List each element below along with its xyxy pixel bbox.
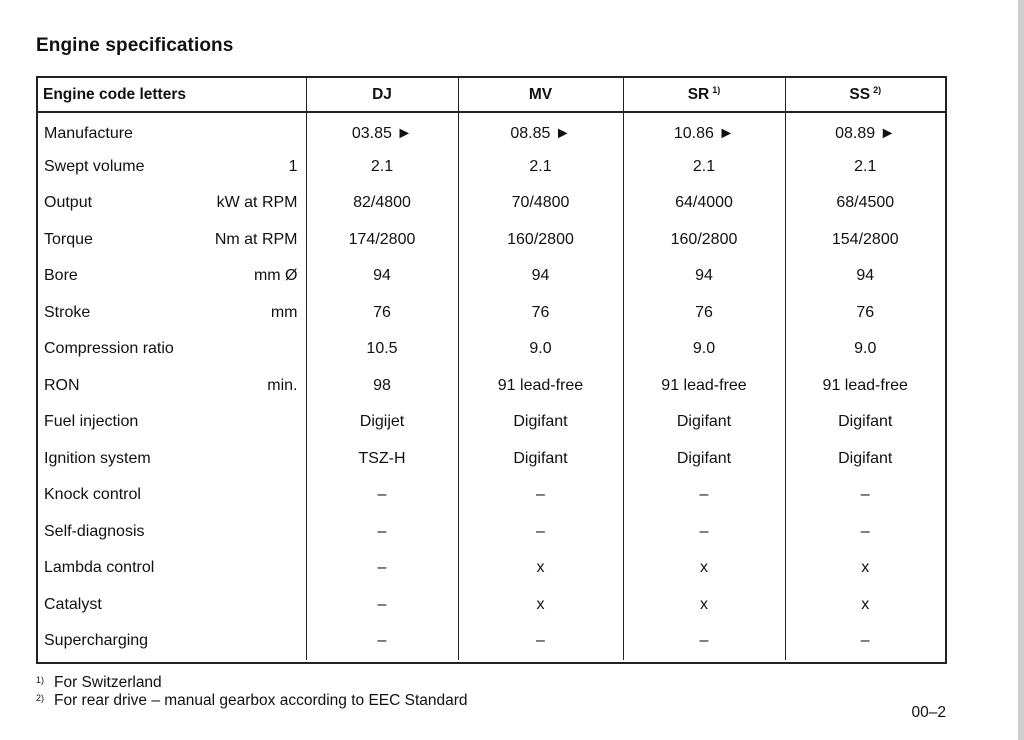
parameter-label: Catalyst	[44, 595, 102, 613]
table-cell: x	[623, 550, 785, 587]
table-cell: 70/4800	[458, 185, 623, 222]
table-cell: –	[623, 514, 785, 551]
table-row	[38, 112, 945, 149]
parameter-unit: min.	[267, 376, 298, 394]
table-cell: –	[785, 477, 945, 514]
table-cell: 08.89 ►	[785, 112, 945, 149]
spec-table-frame	[36, 76, 947, 664]
table-cell: –	[306, 514, 458, 551]
table-cell: 9.0	[623, 331, 785, 368]
table-cell: x	[458, 587, 623, 624]
header-row	[38, 78, 945, 112]
table-cell: x	[623, 587, 785, 624]
table-cell: 9.0	[458, 331, 623, 368]
table-row	[38, 331, 945, 368]
footnotes	[36, 674, 468, 710]
table-cell: 68/4500	[785, 185, 945, 222]
parameter-label: Fuel injection	[44, 413, 139, 431]
table-cell: 03.85 ►	[306, 112, 458, 149]
parameter-label: Manufacture	[44, 124, 133, 142]
table-row	[38, 587, 945, 624]
table-cell: 10.86 ►	[623, 112, 785, 149]
table-cell: 94	[623, 258, 785, 295]
row-parameter	[38, 587, 306, 624]
table-row	[38, 550, 945, 587]
table-row	[38, 222, 945, 259]
table-cell: TSZ-H	[306, 441, 458, 478]
table-cell: Digifant	[458, 441, 623, 478]
table-cell: 160/2800	[623, 222, 785, 259]
table-row	[38, 441, 945, 478]
parameter-label: Bore	[44, 267, 78, 285]
table-cell: 64/4000	[623, 185, 785, 222]
table-cell: –	[458, 623, 623, 660]
header-col-dj: DJ	[306, 78, 458, 112]
table-cell: 76	[458, 295, 623, 332]
row-parameter	[38, 185, 306, 222]
table-cell: 76	[623, 295, 785, 332]
table-row	[38, 149, 945, 186]
table-row	[38, 185, 945, 222]
table-row	[38, 514, 945, 551]
row-parameter	[38, 477, 306, 514]
footnote-1: 1) For Switzerland	[36, 674, 162, 691]
table-cell: –	[623, 477, 785, 514]
row-parameter	[38, 149, 306, 186]
table-cell: Digifant	[623, 404, 785, 441]
table-cell: 76	[306, 295, 458, 332]
table-cell: 174/2800	[306, 222, 458, 259]
table-cell: x	[785, 550, 945, 587]
table-cell: 91 lead-free	[458, 368, 623, 405]
header-col-mv: MV	[458, 78, 623, 112]
row-parameter	[38, 112, 306, 149]
table-row	[38, 477, 945, 514]
table-row	[38, 295, 945, 332]
table-cell: 94	[306, 258, 458, 295]
table-cell: 154/2800	[785, 222, 945, 259]
header-col-sr: SR $^{1)}$	[623, 78, 785, 112]
table-cell: –	[785, 514, 945, 551]
parameter-label: Lambda control	[44, 559, 155, 577]
table-cell: –	[306, 587, 458, 624]
footnote-ref: 1)	[712, 84, 721, 95]
table-cell: –	[458, 477, 623, 514]
table-cell: 76	[785, 295, 945, 332]
parameter-unit: Nm at RPM	[214, 230, 298, 248]
table-cell: –	[306, 477, 458, 514]
row-parameter	[38, 623, 306, 660]
table-row	[38, 258, 945, 295]
table-cell: Digifant	[458, 404, 623, 441]
parameter-unit: 1	[288, 157, 298, 175]
row-parameter	[38, 514, 306, 551]
parameter-label: Knock control	[44, 486, 141, 504]
footnote-ref: 2)	[873, 84, 882, 95]
table-cell: 2.1	[306, 149, 458, 186]
parameter-label: Swept volume	[44, 157, 145, 175]
table-cell: Digifant	[785, 441, 945, 478]
page-edge	[1018, 0, 1024, 740]
parameter-label: Supercharging	[44, 632, 149, 650]
header-col-ss: SS $^{2)}$	[785, 78, 945, 112]
parameter-label: Torque	[44, 230, 93, 248]
table-cell: 91 lead-free	[785, 368, 945, 405]
parameter-unit: kW at RPM	[216, 194, 298, 212]
table-row	[38, 623, 945, 660]
table-cell: 9.0	[785, 331, 945, 368]
header-label: Engine code letters	[38, 78, 306, 112]
parameter-label: Compression ratio	[44, 340, 174, 358]
table-row	[38, 404, 945, 441]
table-cell: –	[623, 623, 785, 660]
table-cell: 2.1	[785, 149, 945, 186]
table-cell: 2.1	[458, 149, 623, 186]
spec-table	[38, 78, 945, 660]
table-cell: –	[306, 550, 458, 587]
table-cell: Digijet	[306, 404, 458, 441]
table-cell: 98	[306, 368, 458, 405]
row-parameter	[38, 404, 306, 441]
row-parameter	[38, 258, 306, 295]
table-cell: Digifant	[785, 404, 945, 441]
row-parameter	[38, 368, 306, 405]
row-parameter	[38, 222, 306, 259]
row-parameter	[38, 550, 306, 587]
table-cell: –	[306, 623, 458, 660]
table-cell: 94	[458, 258, 623, 295]
table-cell: x	[458, 550, 623, 587]
row-parameter	[38, 441, 306, 478]
footnote-2: 2) For rear drive – manual gearbox according to EEC Standard	[36, 692, 468, 709]
parameter-label: Ignition system	[44, 449, 151, 467]
table-cell: 160/2800	[458, 222, 623, 259]
parameter-label: Self-diagnosis	[44, 522, 145, 540]
table-cell: 82/4800	[306, 185, 458, 222]
table-cell: –	[785, 623, 945, 660]
parameter-unit: mm Ø	[253, 267, 298, 285]
table-cell: –	[458, 514, 623, 551]
page-number: 00–2	[911, 704, 946, 721]
row-parameter	[38, 331, 306, 368]
table-cell: 2.1	[623, 149, 785, 186]
table-cell: Digifant	[623, 441, 785, 478]
page-title: Engine specifications	[36, 35, 234, 56]
table-cell: x	[785, 587, 945, 624]
table-cell: 91 lead-free	[623, 368, 785, 405]
parameter-label: RON	[44, 376, 80, 394]
table-cell: 10.5	[306, 331, 458, 368]
table-cell: 94	[785, 258, 945, 295]
parameter-label: Output	[44, 194, 93, 212]
parameter-label: Stroke	[44, 303, 91, 321]
parameter-unit: mm	[270, 303, 298, 321]
row-parameter	[38, 295, 306, 332]
table-row	[38, 368, 945, 405]
table-cell: 08.85 ►	[458, 112, 623, 149]
